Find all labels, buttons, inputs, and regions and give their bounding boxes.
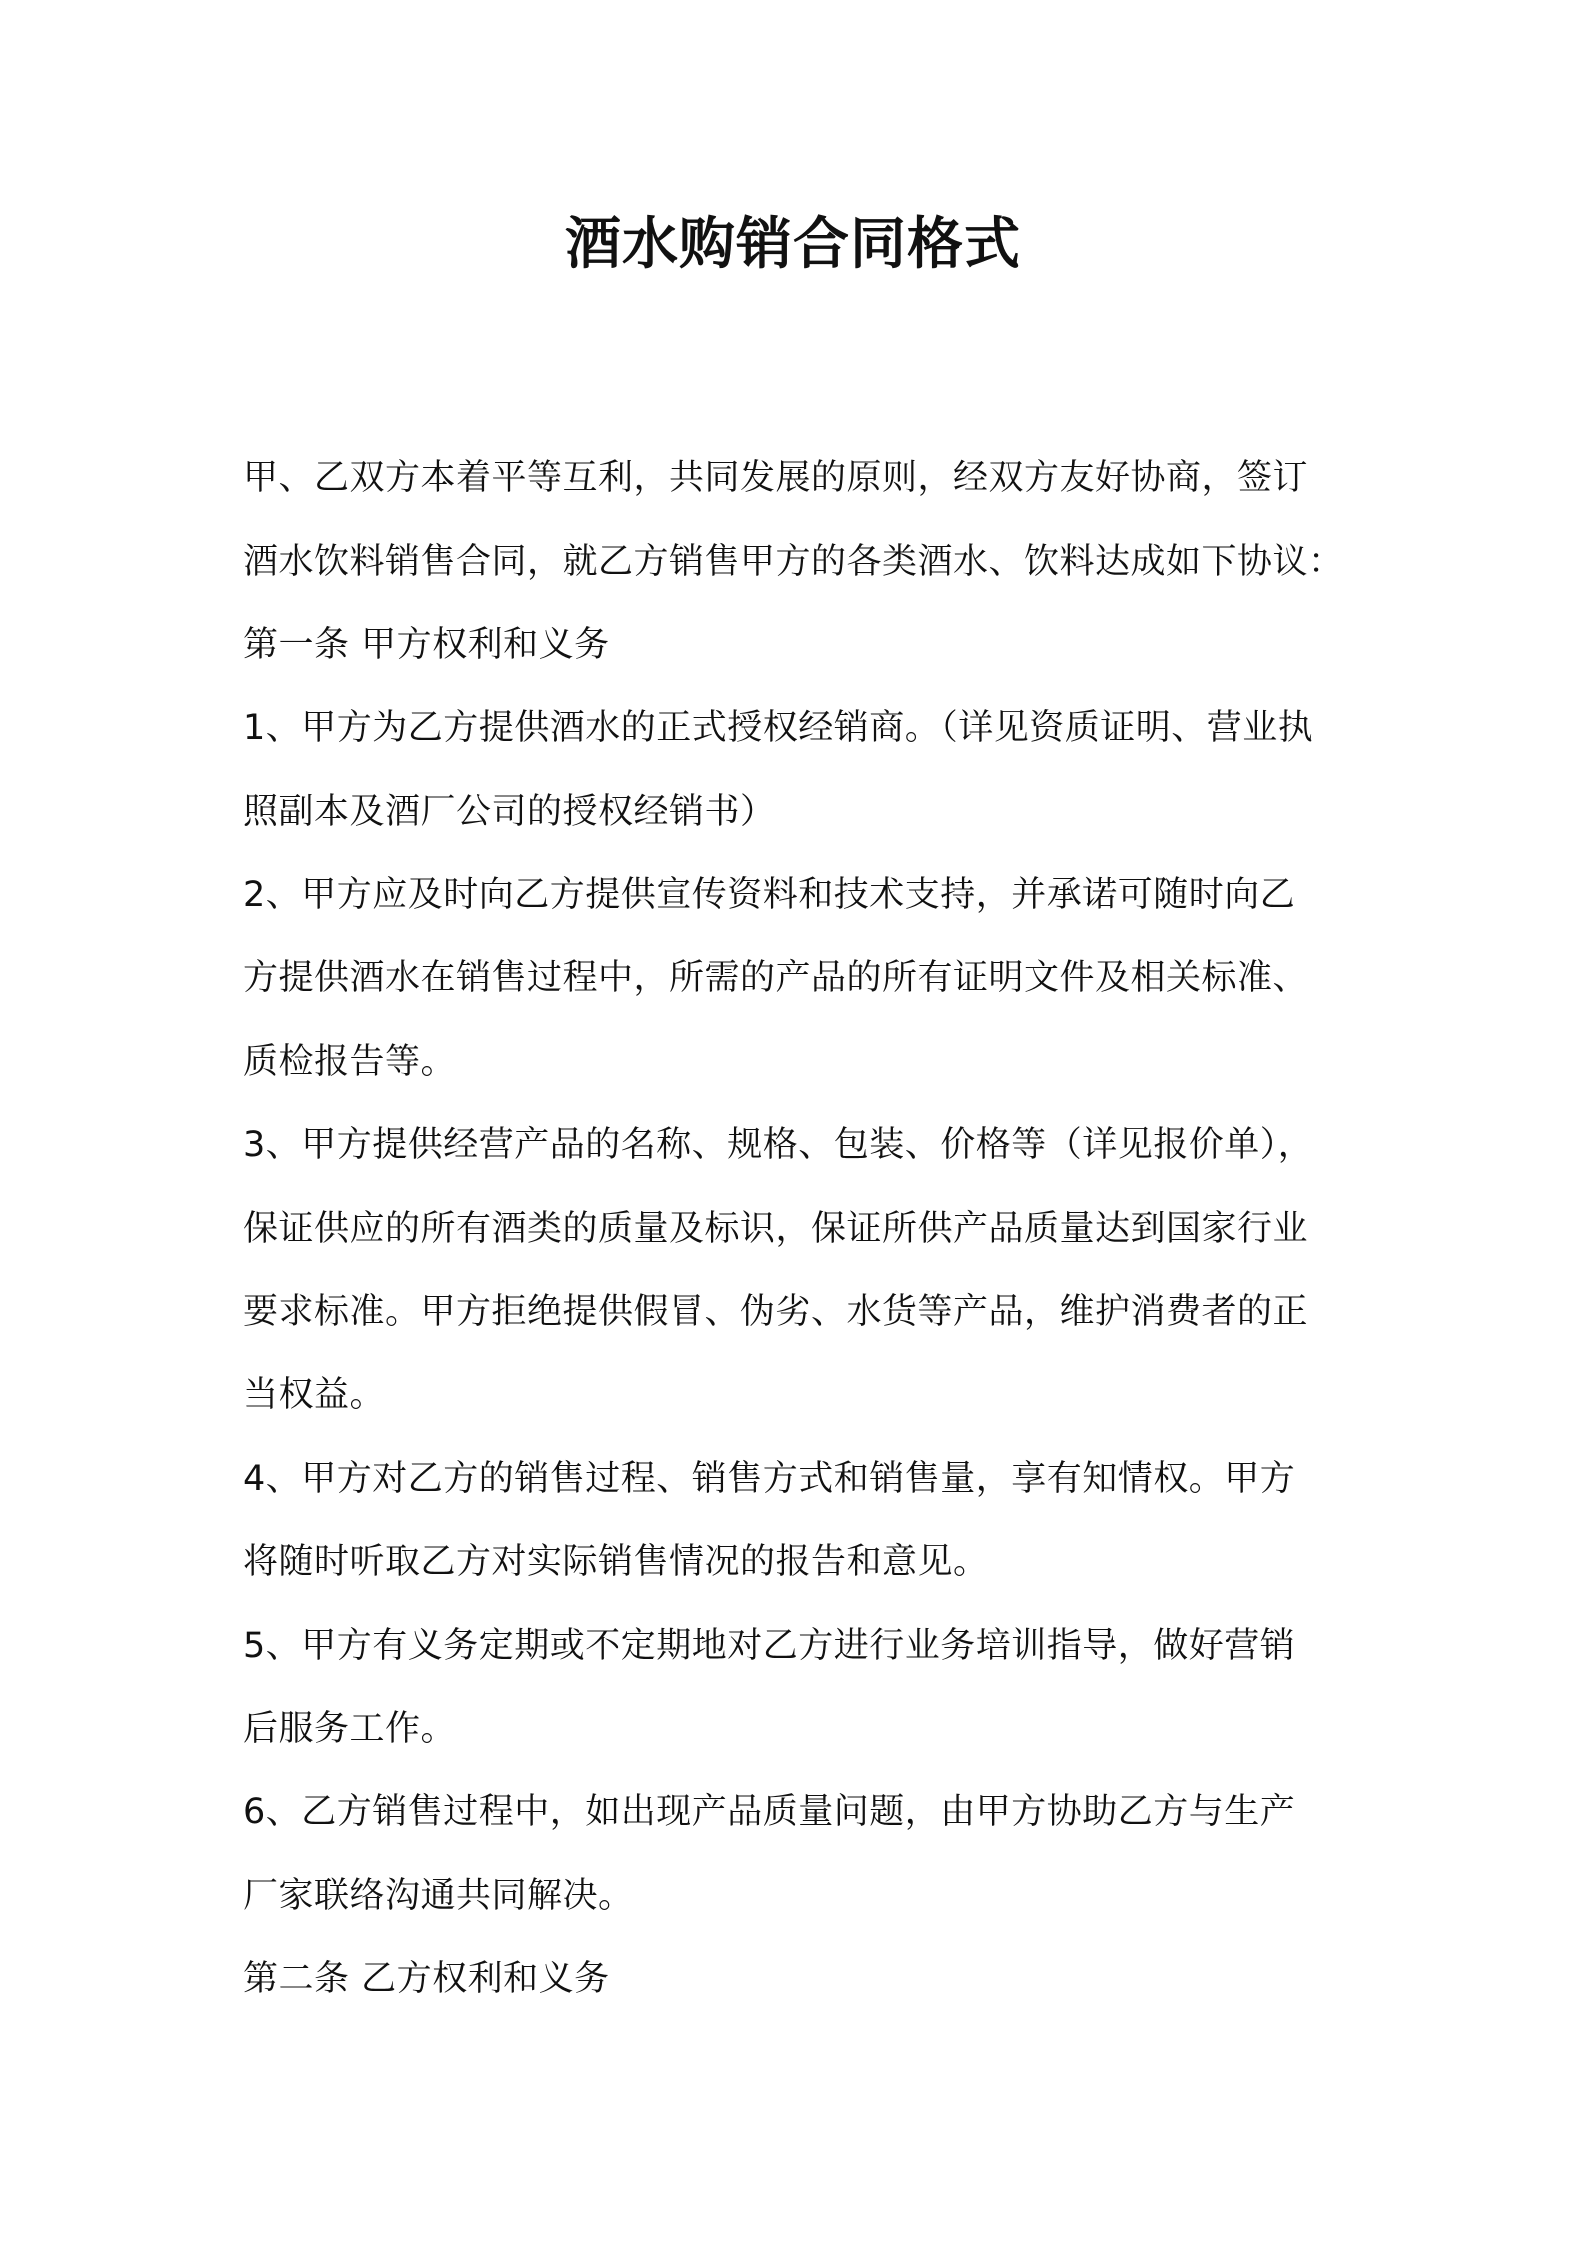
paragraph-line: 1、甲方为乙方提供酒水的正式授权经销商。（详见资质证明、营业执 — [243, 708, 1314, 748]
paragraph-line: 厂家联络沟通共同解决。 — [243, 1876, 634, 1916]
paragraph-line: 方提供酒水在销售过程中，所需的产品的所有证明文件及相关标准、 — [243, 958, 1309, 998]
paragraph-line: 2、甲方应及时向乙方提供宣传资料和技术支持，并承诺可随时向乙 — [243, 875, 1296, 915]
paragraph-line: 5、甲方有义务定期或不定期地对乙方进行业务培训指导，做好营销 — [243, 1626, 1296, 1666]
paragraph-line: 将随时听取乙方对实际销售情况的报告和意见。 — [243, 1542, 989, 1582]
paragraph-line: 3、甲方提供经营产品的名称、规格、包装、价格等（详见报价单）， — [243, 1125, 1314, 1165]
paragraph-line: 当权益。 — [243, 1375, 386, 1415]
paragraph-line: 4、甲方对乙方的销售过程、销售方式和销售量，享有知情权。甲方 — [243, 1459, 1296, 1499]
section-heading-1: 第一条 甲方权利和义务 — [243, 625, 610, 665]
paragraph-line: 要求标准。甲方拒绝提供假冒、伪劣、水货等产品，维护消费者的正 — [243, 1292, 1309, 1332]
paragraph-line: 甲、乙双方本着平等互利，共同发展的原则，经双方友好协商，签订 — [243, 458, 1309, 498]
paragraph-line: 6、乙方销售过程中，如出现产品质量问题，由甲方协助乙方与生产 — [243, 1792, 1296, 1832]
section-heading-2: 第二条 乙方权利和义务 — [243, 1959, 610, 1999]
paragraph-line: 后服务工作。 — [243, 1709, 457, 1749]
paragraph-line: 质检报告等。 — [243, 1042, 457, 1082]
paragraph-line: 保证供应的所有酒类的质量及标识，保证所供产品质量达到国家行业 — [243, 1209, 1309, 1249]
paragraph-line: 照副本及酒厂公司的授权经销书） — [243, 792, 776, 832]
document-title: 酒水购销合同格式 — [565, 212, 1021, 277]
paragraph-line: 酒水饮料销售合同，就乙方销售甲方的各类酒水、饮料达成如下协议： — [243, 542, 1344, 582]
